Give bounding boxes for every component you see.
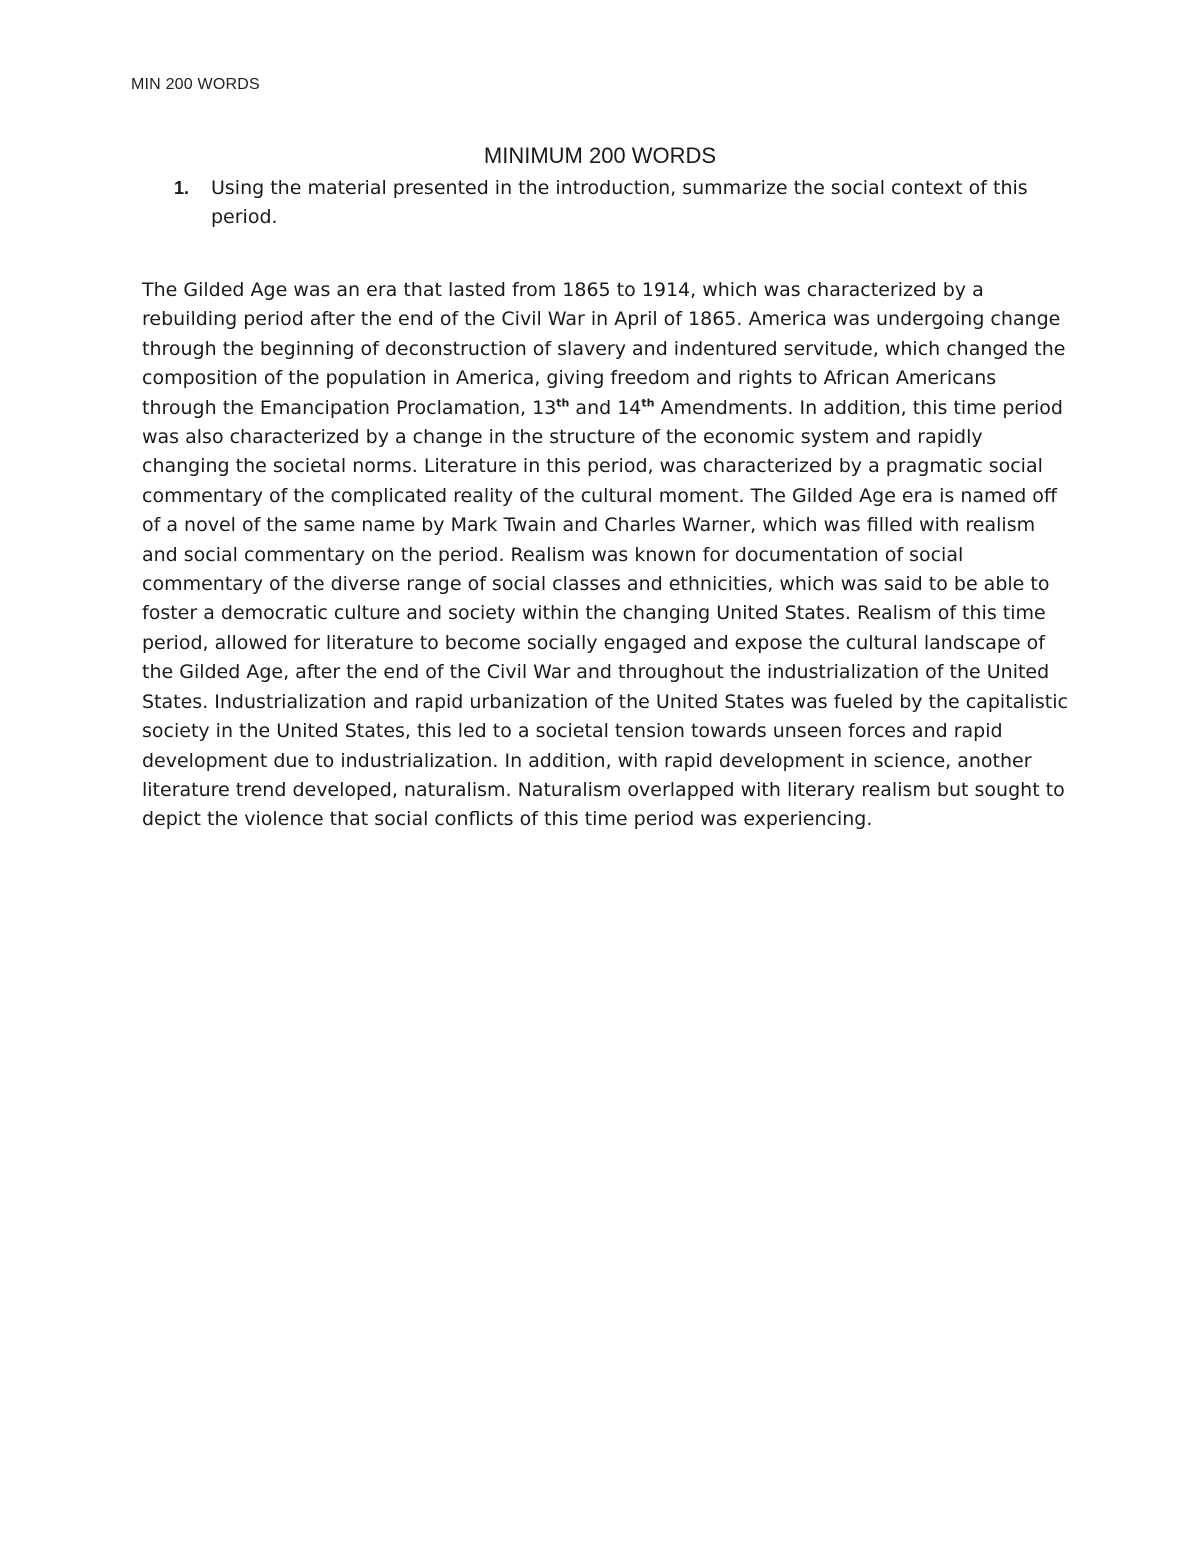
- superscript-th-1: th: [556, 396, 570, 410]
- answer-text-part3: Amendments. In addition, this time period was also characterized by a change in the structure of the economic system and rapidly changing the societal norms. Literature in this period, was characterized by a pragmatic social commentary of the complicated reality of the cultural moment. The Gilded Age era is named off of a novel of the same name by Mark Twain and Charles Warner, which was filled with realism and social commentary on the period. Realism was known for documentation of social commentary of the diverse range of social classes and ethnicities, which was said to be able to foster a democratic culture and society within the changing United States. Realism of this time period, allowed for literature to become socially engaged and expose the cultural landscape of the Gilded Age, after the end of the Civil War and throughout the industrialization of the United States. Industrialization and rapid urbanization of the United States was fueled by the capitalistic society in the United States, this led to a societal tension towards unseen forces and rapid development due to industrialization. In addition, with rapid development in science, another literature trend developed, naturalism. Naturalism overlapped with literary realism but sought to depict the violence that social conflicts of this time period was experiencing.: [142, 396, 1068, 831]
- superscript-th-2: th: [641, 396, 655, 410]
- document-title: MINIMUM 200 WORDS: [483, 143, 717, 168]
- answer-text-part1: The Gilded Age was an era that lasted from 1865 to 1914, which was characterized by a rebuilding period after the end of the Civil War in April of 1865. America was undergoing change through the beginning of deconstruction of slavery and indentured servitude, which changed the composition of the population in America, giving freedom and rights to African Americans through the Emancipation Proclamation, 13: [142, 279, 1066, 419]
- answer-paragraph: [142, 276, 1072, 835]
- running-header: MIN 200 WORDS: [131, 76, 260, 93]
- question-item: [142, 174, 1072, 232]
- question-number: 1.: [174, 178, 190, 198]
- answer-text-part2: and 14: [569, 396, 642, 419]
- question-text: Using the material presented in the introduction, summarize the social context of this period.: [211, 177, 1028, 228]
